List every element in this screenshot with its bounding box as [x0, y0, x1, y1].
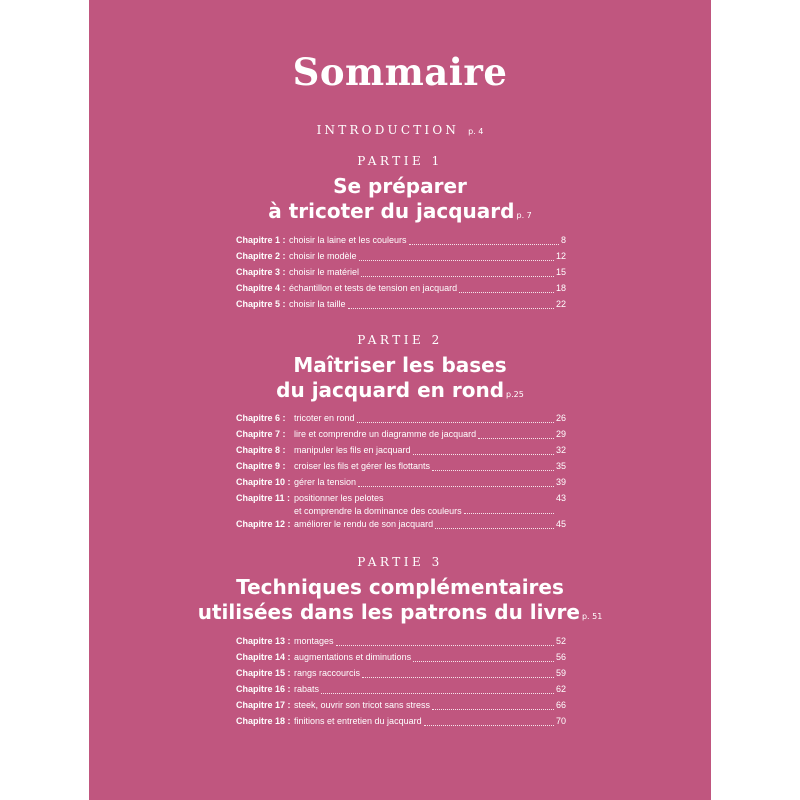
chapter-page: 8 [560, 235, 566, 245]
chapter-title: gérer la tension [294, 477, 357, 487]
dot-leader [358, 486, 554, 487]
chapter-label: Chapitre 9 : [236, 461, 286, 471]
chapter-label: Chapitre 3 : [236, 267, 286, 277]
chapter-title: choisir la laine et les couleurs [289, 235, 407, 245]
chapter-entry [236, 668, 566, 684]
chapter-label: Chapitre 2 : [236, 251, 286, 261]
dot-leader [336, 645, 554, 646]
chapter-label: Chapitre 12 : [236, 519, 291, 529]
dot-leader [413, 454, 554, 455]
chapter-title: échantillon et tests de tension en jacquard [289, 283, 458, 293]
chapter-entry [236, 235, 566, 251]
dot-leader [432, 470, 554, 471]
chapter-page: 26 [555, 413, 566, 423]
dot-leader [424, 725, 554, 726]
introduction-page: p. 4 [468, 127, 484, 136]
part-label: PARTIE 2 [357, 333, 443, 347]
part-title-line-text: du jacquard en rond [276, 378, 505, 402]
chapter-title: lire et comprendre un diagramme de jacquard [294, 429, 477, 439]
chapter-title: rabats [294, 684, 320, 694]
chapter-title: rangs raccourcis [294, 668, 361, 678]
chapter-entry [236, 445, 566, 461]
chapter-title: croiser les fils et gérer les flottants [294, 461, 431, 471]
chapter-label: Chapitre 11 : [236, 493, 291, 503]
chapter-page: 39 [555, 477, 566, 487]
chapter-label: Chapitre 16 : [236, 684, 291, 694]
part-title-line [89, 600, 711, 629]
chapter-title: steek, ouvrir son tricot sans stress [294, 700, 431, 710]
chapter-page: 70 [555, 716, 566, 726]
chapter-entry [236, 636, 566, 652]
dot-leader [359, 260, 554, 261]
part-2-chapter-list [236, 413, 566, 535]
chapter-page: 18 [555, 283, 566, 293]
dot-leader [362, 677, 554, 678]
chapter-label: Chapitre 4 : [236, 283, 286, 293]
part-title-line: Se préparer [333, 174, 467, 198]
introduction-label: INTRODUCTION [316, 123, 460, 137]
chapter-label: Chapitre 1 : [236, 235, 286, 245]
chapter-title: choisir le modèle [289, 251, 357, 261]
chapter-title: augmentations et diminutions [294, 652, 412, 662]
part-page: p. 7 [516, 211, 532, 220]
chapter-label: Chapitre 17 : [236, 700, 291, 710]
dot-leader [409, 244, 559, 245]
chapter-entry [236, 429, 566, 445]
part-3-heading [89, 555, 711, 629]
dot-leader [432, 709, 554, 710]
dot-leader [348, 308, 554, 309]
dot-leader [321, 693, 554, 694]
chapter-entry [236, 519, 566, 535]
part-3-chapter-list [236, 636, 566, 732]
dot-leader [464, 513, 554, 514]
chapter-page: 59 [555, 668, 566, 678]
page-title: Sommaire [292, 50, 508, 94]
chapter-label: Chapitre 15 : [236, 668, 291, 678]
dot-leader [435, 528, 554, 529]
part-title-line: Techniques complémentaires [236, 575, 564, 599]
chapter-page: 22 [555, 299, 566, 309]
chapter-page: 56 [555, 652, 566, 662]
chapter-label: Chapitre 6 : [236, 413, 286, 423]
chapter-title-continued: et comprendre la dominance des couleurs [294, 506, 462, 516]
chapter-title: tricoter en rond [294, 413, 355, 423]
chapter-label: Chapitre 7 : [236, 429, 286, 439]
chapter-label: Chapitre 13 : [236, 636, 291, 646]
part-title-line: Maîtriser les bases [293, 353, 507, 377]
chapter-title: montages [294, 636, 334, 646]
chapter-page: 43 [555, 493, 566, 503]
part-2-heading [89, 333, 711, 407]
chapter-page: 15 [555, 267, 566, 277]
chapter-page: 35 [555, 461, 566, 471]
part-page: p.25 [506, 390, 524, 399]
part-title-line [89, 378, 711, 407]
dot-leader [361, 276, 554, 277]
part-1-chapter-list [236, 235, 566, 315]
chapter-entry [236, 700, 566, 716]
chapter-label: Chapitre 8 : [236, 445, 286, 455]
part-title-line-text: utilisées dans les patrons du livre [197, 600, 580, 624]
chapter-page: 52 [555, 636, 566, 646]
chapter-entry [236, 477, 566, 493]
chapter-entry [236, 283, 566, 299]
dot-leader [357, 422, 554, 423]
introduction-entry [89, 123, 711, 137]
chapter-entry [236, 461, 566, 477]
chapter-title: finitions et entretien du jacquard [294, 716, 422, 726]
part-title-line-text: à tricoter du jacquard [268, 199, 515, 223]
chapter-title: choisir la taille [289, 299, 346, 309]
chapter-entry [236, 684, 566, 700]
chapter-entry [236, 251, 566, 267]
part-label: PARTIE 3 [357, 555, 443, 569]
chapter-title: améliorer le rendu de son jacquard [294, 519, 434, 529]
chapter-page: 12 [555, 251, 566, 261]
chapter-page: 66 [555, 700, 566, 710]
chapter-page: 29 [555, 429, 566, 439]
chapter-entry [236, 267, 566, 283]
dot-leader [459, 292, 554, 293]
chapter-entry [236, 299, 566, 315]
chapter-label: Chapitre 18 : [236, 716, 291, 726]
chapter-entry [236, 413, 566, 429]
part-page: p. 51 [581, 612, 603, 621]
toc-page [89, 0, 711, 800]
chapter-entry [236, 652, 566, 668]
part-1-heading [89, 154, 711, 228]
chapter-label: Chapitre 10 : [236, 477, 291, 487]
chapter-page: 62 [555, 684, 566, 694]
chapter-title: positionner les pelotes [294, 493, 384, 503]
chapter-label: Chapitre 5 : [236, 299, 286, 309]
dot-leader [478, 438, 554, 439]
dot-leader [413, 661, 554, 662]
chapter-entry [236, 493, 566, 519]
part-label: PARTIE 1 [357, 154, 443, 168]
chapter-page: 45 [555, 519, 566, 529]
chapter-title: manipuler les fils en jacquard [294, 445, 411, 455]
chapter-page: 32 [555, 445, 566, 455]
part-title-line [89, 199, 711, 228]
chapter-label: Chapitre 14 : [236, 652, 291, 662]
chapter-title: choisir le matériel [289, 267, 360, 277]
chapter-entry [236, 716, 566, 732]
